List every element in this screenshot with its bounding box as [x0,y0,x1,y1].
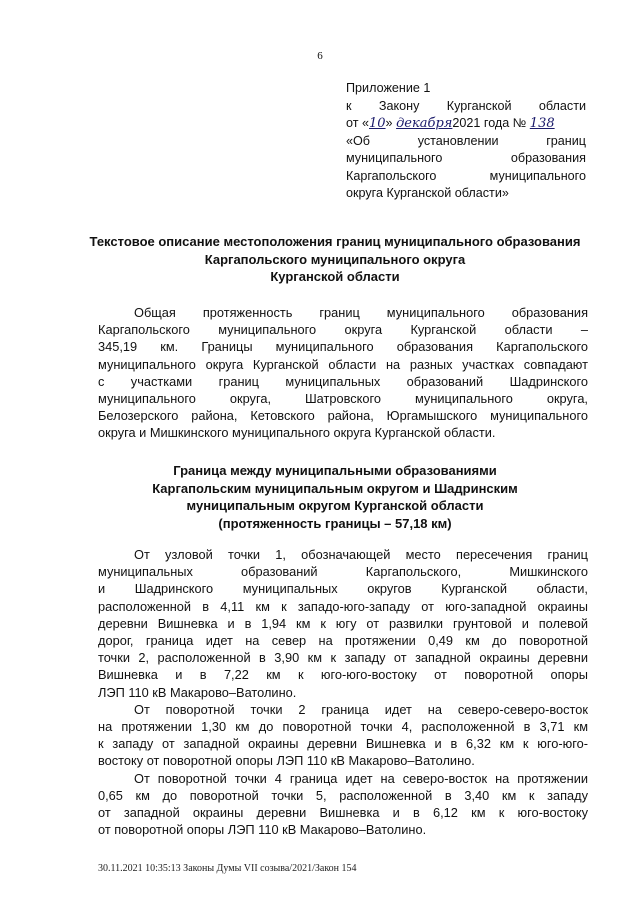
paragraph-line: От поворотной точки 2 граница идет на северо-северо-восток [134,701,588,717]
appendix-year: 2021 года № [452,116,527,130]
intro-line: муниципального округа Курганской области на разных участках совпадают [98,356,588,372]
appendix-line-1: Приложение 1 [346,81,431,95]
paragraph-line: 0,65 км до поворотной точки 5, расположенной в 3,40 км к западу [98,787,588,803]
appendix-header [346,80,586,203]
paragraph-line: От поворотной точки 4 граница идет на северо-восток на протяжении [134,770,588,786]
page-number: 6 [317,50,323,62]
document-title [80,233,590,286]
section-title-line-3: муниципальным округом Курганской области [186,498,484,513]
appendix-line-6: Каргапольского муниципального [346,168,586,183]
paragraph-line: востоку от поворотной опоры ЛЭП 110 кВ Макарово–Ватолино. [98,753,475,769]
title-line-3: Курганской области [270,269,400,284]
paragraph-line: точки 2, расположенной в 3,90 км к западу от западной окраины деревни [98,650,588,666]
section-title-line-1: Граница между муниципальными образованиями [173,463,497,478]
intro-line: Общая протяженность границ муниципального образования [134,305,588,320]
intro-line: Белозерского района, Кетовского района, Юргамышского муниципального [98,408,588,424]
paragraph-line: От узловой точки 1, обозначающей место пересечения границ [134,547,588,562]
paragraph-line: дорог, граница идет на север на протяжении 0,49 км до поворотной [98,633,588,649]
paragraph-line: от западной окраины деревни Вишневка и в 6,12 км к юго-востоку [98,805,588,821]
handwritten-number: 138 [529,116,555,131]
paragraph-line: расположенной в 4,11 км к западо-юго-западу от юго-западной окраины [98,598,588,614]
title-line-2: Каргапольского муниципального округа [204,251,466,267]
section-title-line-4: (протяженность границы – 57,18 км) [218,515,452,531]
appendix-line-3 [346,115,586,133]
paragraph-line: на протяжении 1,30 км до поворотной точки 4, расположенной в 3,71 км [98,719,588,735]
paragraph-line: ЛЭП 110 кВ Макарово–Ватолино. [98,684,297,700]
paragraph-line: к западу от западной окраины деревни Вишневка и в 6,32 км к юго-юго- [98,736,588,752]
paragraph-line: Вишневка и в 7,22 км к юго-юго-востоку от поворотной опоры [98,667,588,683]
handwritten-month: декабря [396,116,453,131]
footer-stamp: 30.11.2021 10:35:13 Законы Думы VII созыва/2021/Закон 154 [98,863,357,874]
intro-paragraph [98,304,588,442]
appendix-line-7: округа Курганской области» [346,186,509,200]
intro-line: 345,19 км. Границы муниципального образования Каргапольского [98,339,588,355]
intro-line: с участками границ муниципальных образований Шадринского [98,373,588,389]
appendix-line-2: к Закону Курганской области [346,98,586,113]
appendix-line-4: «Об установлении границ [346,133,586,148]
paragraph-line: муниципальных образований Каргапольского, Мишкинского [98,564,588,580]
appendix-date-prefix: от « [346,116,369,130]
paragraph-line: от поворотной опоры ЛЭП 110 кВ Макарово–Ватолино. [98,822,427,838]
appendix-line-5: муниципального образования [346,151,586,165]
paragraph-1 [98,546,588,838]
intro-line: Каргапольского муниципального округа Курганской области – [98,322,588,338]
paragraph-line: и Шадринского муниципальных округов Курганской области, [98,581,588,597]
intro-line: муниципального округа, Шатровского муниципального округа, [98,391,588,407]
section-title [80,462,590,532]
paragraph-line: деревни Вишневка и в 1,94 км к югу от развилки грунтовой и полевой [98,615,588,631]
appendix-date-mid: » [385,116,393,130]
intro-line: округа и Мишкинского муниципального округа Курганской области. [98,425,496,441]
handwritten-day: 10 [369,116,386,131]
section-title-line-2: Каргапольским муниципальным округом и Шадринским [152,480,518,496]
title-line-1: Текстовое описание местоположения границ муниципального образования [89,234,581,249]
